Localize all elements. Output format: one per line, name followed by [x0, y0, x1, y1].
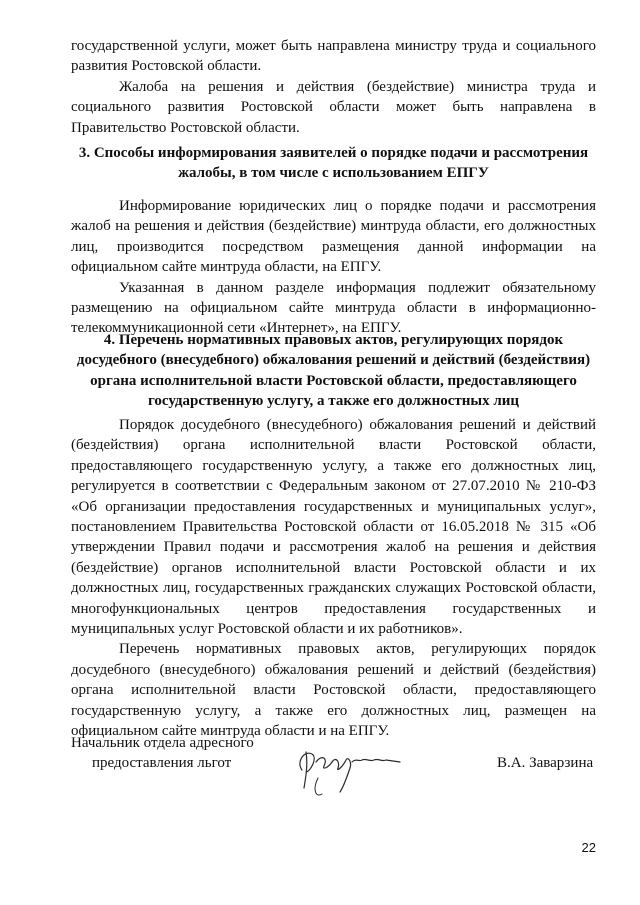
signatory-position-line-1: Начальник отдела адресного: [71, 735, 254, 751]
section-3-heading: 3. Способы информирования заявителей о порядке подачи и рассмотрения жалобы, в том числе с использованием ЕПГУ: [78, 145, 589, 182]
signatory-position-line-2: предоставления льгот: [92, 755, 232, 771]
section-4: [71, 330, 596, 412]
section-4-body: [71, 415, 596, 742]
intro-paragraph-2: Жалоба на решения и действия (бездействие) министра труда и социального развития Ростовской области может быть направлена в Правительство Ростовской области.: [71, 78, 596, 136]
section-4-heading: 4. Перечень нормативных правовых актов, регулирующих порядок досудебного (внесудебного) обжалования решений и действий (бездействия) органа исполнительной власти Ростовской области, предоставляющего государственную услугу, а также его должностных лиц: [76, 332, 591, 410]
intro-paragraph-1: государственной услуги, может быть направлена министру труда и социального развития Ростовской области.: [71, 38, 596, 75]
section-3-paragraph-1: Информирование юридических лиц о порядке подачи и рассмотрения жалоб на решения и действия (бездействие) минтруда области, его должностных лиц, производится посредством размещения данной информации на официальном сайте минтруда области, на ЕПГУ.: [71, 198, 596, 276]
section-3-body: [71, 196, 596, 339]
section-4-paragraph-1: Порядок досудебного (внесудебного) обжалования решений и действий (бездействия) органа исполнительной власти Ростовской области, предоставляющего государственную услугу, а также его должностных лиц, регулируется в соответствии с Федеральным законом от 27.07.2010 № 210-ФЗ «Об организации предоставления государственных и муниципальных услуг», постановлением Правительства Ростовской области от 16.05.2018 № 315 «Об утверждении Правил подачи и рассмотрения жалоб на решения и действия (бездействие) органов исполнительной власти Ростовской области и их должностных лиц, государственных гражданских служащих Ростовской области, многофункциональных центров предоставления государственных и муниципальных услуг Ростовской области и их работников».: [71, 417, 596, 638]
section-3-paragraph-2: Указанная в данном разделе информация подлежит обязательному размещению на официальном сайте минтруда области в информационно-телекоммуникационной сети «Интернет», на ЕПГУ.: [71, 279, 596, 337]
section-3: [71, 143, 596, 184]
handwritten-signature: [282, 732, 414, 800]
section-4-paragraph-2: Перечень нормативных правовых актов, регулирующих порядок досудебного (внесудебного) обжалования решений и действий (бездействия) органа исполнительной власти Ростовской области, предоставляющего государственную услугу, а также его должностных лиц, размещен на официальном сайте минтруда области и на ЕПГУ.: [71, 641, 596, 740]
intro-block: [71, 36, 596, 138]
page-number: 22: [581, 840, 596, 855]
signatory-name: В.А. Заварзина: [497, 755, 594, 771]
